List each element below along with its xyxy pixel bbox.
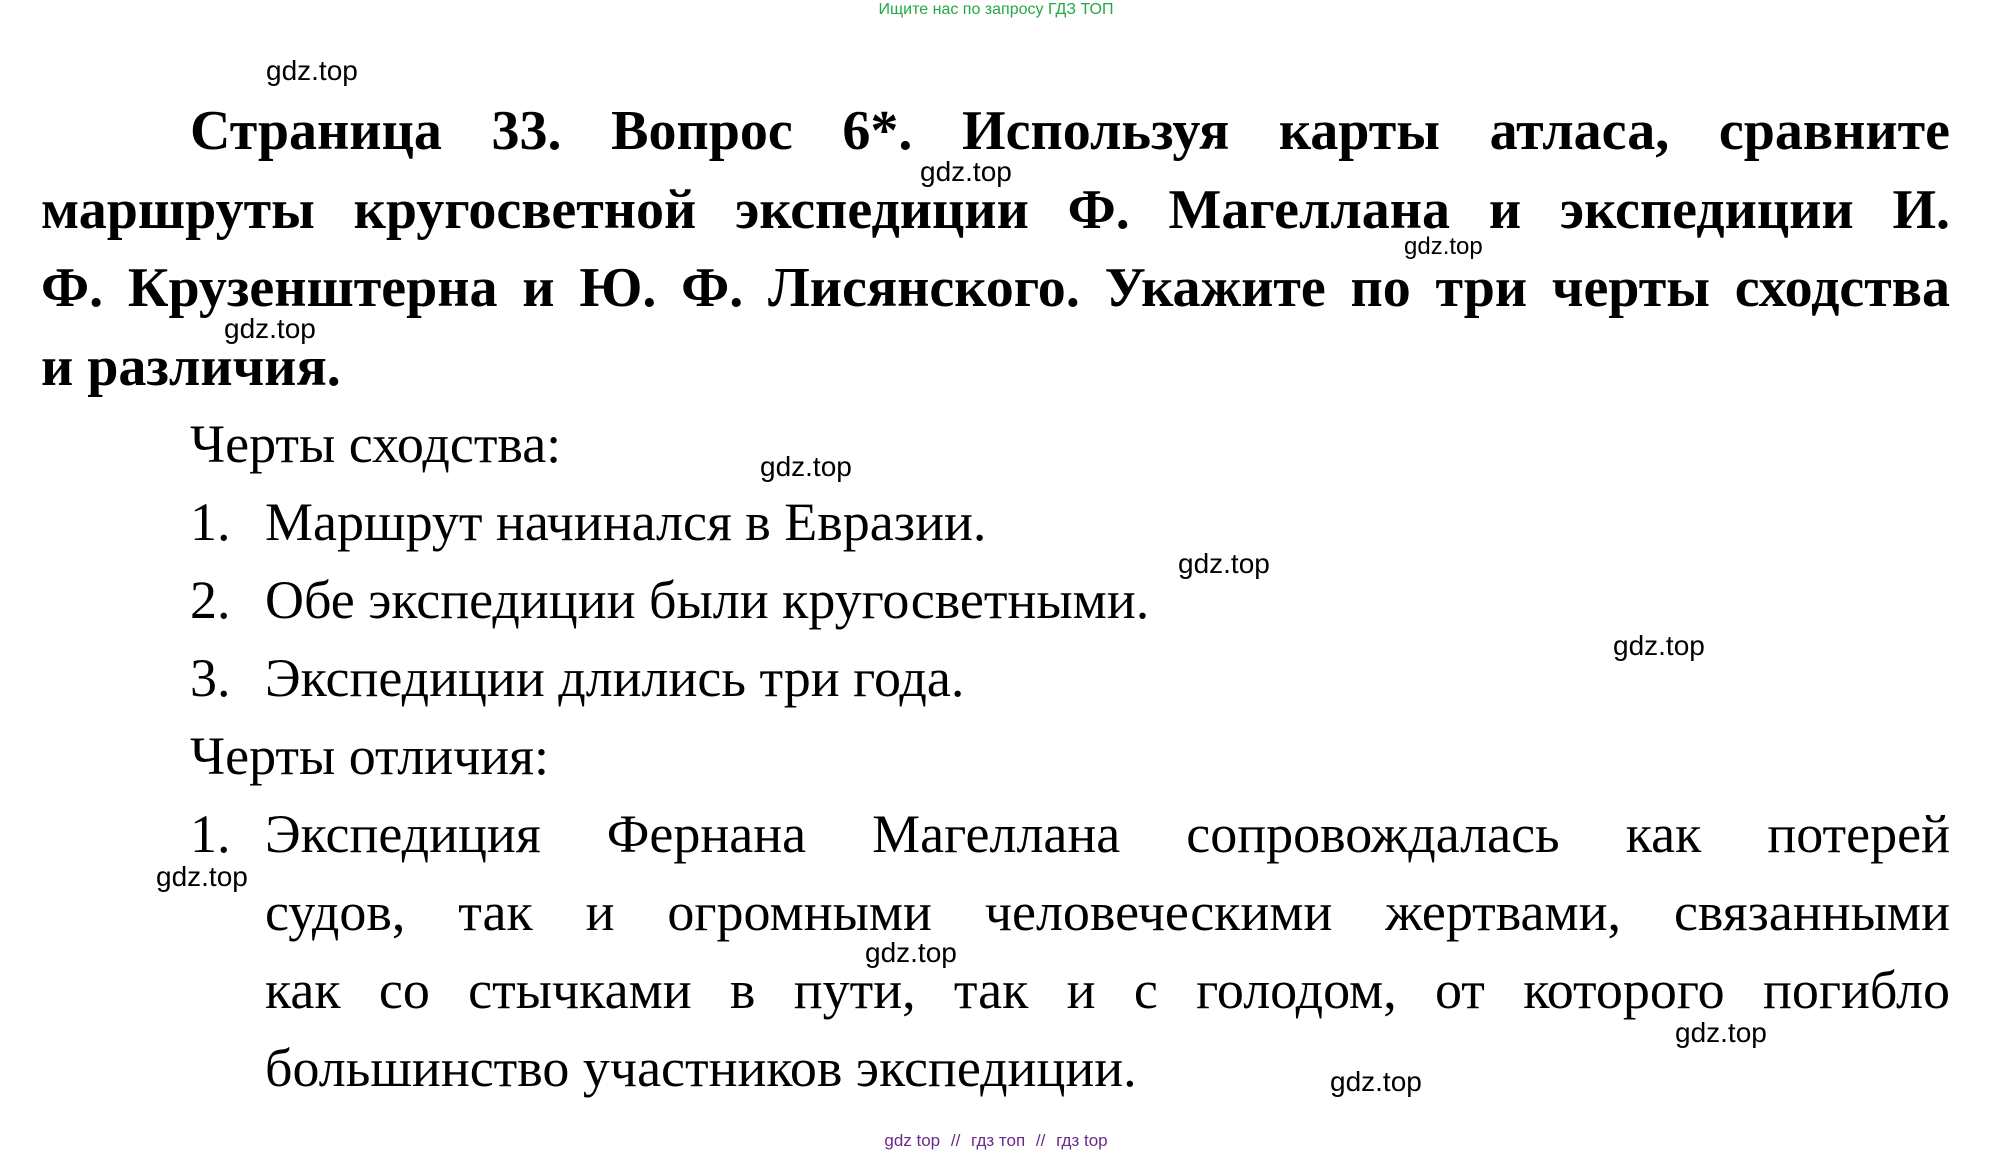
watermark: gdz.top — [920, 156, 1012, 187]
item-number: 2. — [190, 570, 231, 630]
watermark: gdz.top — [156, 861, 248, 892]
watermark: gdz.top — [1330, 1066, 1422, 1097]
item-number: 3. — [190, 648, 231, 708]
item-text: Маршрут начинался в Евразии. — [265, 492, 987, 552]
footer-links — [0, 1131, 1992, 1151]
question-line: Страница 33. Вопрос 6*. Используя карты атласа, сравните — [190, 100, 1950, 162]
watermark: gdz.top — [1675, 1017, 1767, 1048]
watermark: gdz.top — [865, 937, 957, 968]
item-text-line: судов, так и огромными человеческими жертвами, связанными — [265, 882, 1950, 942]
question-line: Ф. Крузенштерна и Ю. Ф. Лисянского. Укажите по три черты сходства — [41, 257, 1950, 319]
watermark: gdz.top — [760, 451, 852, 482]
footer-link[interactable]: gdz top — [884, 1131, 941, 1150]
watermark: gdz.top — [1178, 548, 1270, 579]
top-banner: Ищите нас по запросу ГДЗ ТОП — [878, 1, 1114, 18]
footer-separator: // — [950, 1131, 961, 1150]
footer-separator: // — [1035, 1131, 1046, 1150]
watermark: gdz.top — [224, 313, 316, 344]
footer-link[interactable]: гдз top — [1056, 1131, 1108, 1150]
question-line: маршруты кругосветной экспедиции Ф. Магеллана и экспедиции И. — [41, 179, 1950, 241]
item-text: Обе экспедиции были кругосветными. — [265, 570, 1150, 630]
similarities-heading: Черты сходства: — [190, 414, 562, 474]
watermark: gdz.top — [266, 55, 358, 86]
item-number: 1. — [190, 804, 231, 864]
footer-link[interactable]: гдз топ — [971, 1131, 1026, 1150]
item-number: 1. — [190, 492, 231, 552]
watermark: gdz.top — [1613, 630, 1705, 661]
item-text-line: как со стычками в пути, так и с голодом, от которого погибло — [265, 960, 1950, 1020]
watermark: gdz.top — [1404, 233, 1483, 260]
question-line: и различия. — [41, 336, 341, 398]
differences-heading: Черты отличия: — [190, 726, 550, 786]
item-text-line: Экспедиция Фернана Магеллана сопровождалась как потерей — [265, 804, 1950, 864]
item-text-line: большинство участников экспедиции. — [265, 1038, 1137, 1098]
item-text: Экспедиции длились три года. — [265, 648, 965, 708]
